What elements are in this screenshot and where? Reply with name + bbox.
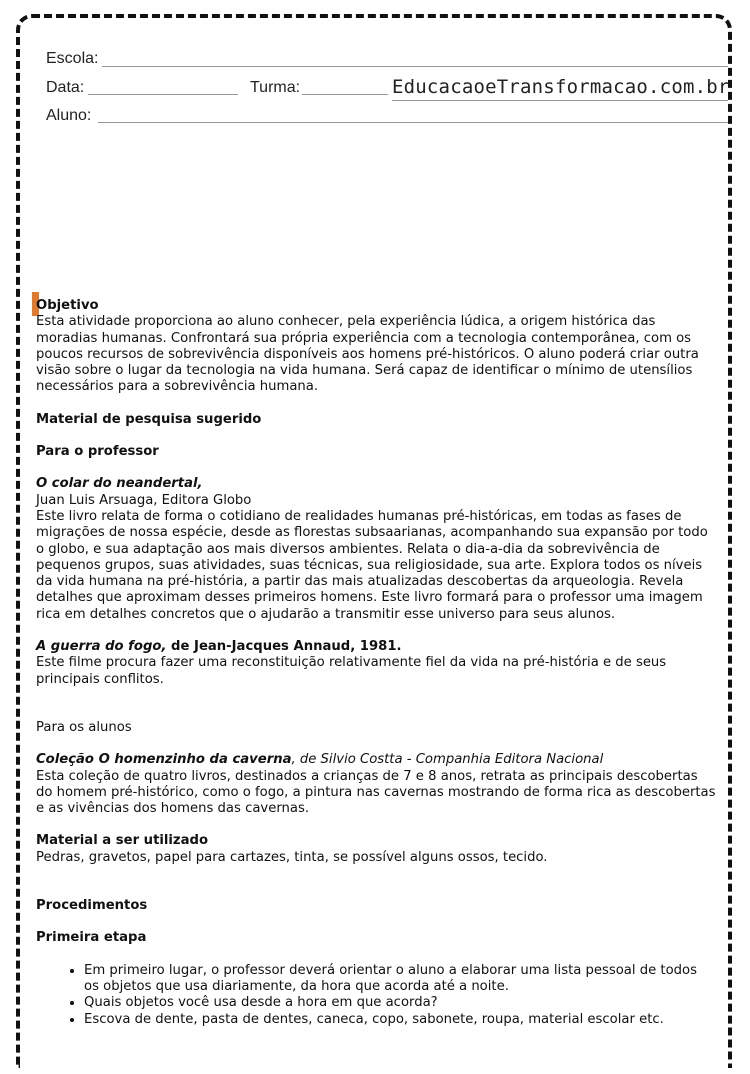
aluno-line (98, 122, 728, 123)
film-description: Este filme procura fazer uma reconstituição relativamente fiel da vida na pré-história e de seus principais conflitos. (36, 655, 667, 687)
material-utilizado-text: Pedras, gravetos, papel para cartazes, tinta, se possível alguns ossos, tecido. (36, 849, 548, 865)
aluno-label: Aluno: (46, 107, 92, 124)
objetivo-text: Esta atividade proporciona ao aluno conhecer, pela experiência lúdica, a origem histórica das moradias humanas. Confrontará sua própria experiência com a tecnologia contemporânea, com os poucos recursos de sobrevivência disponíveis aos homens pré-históricos. O aluno poderá criar outra visão sobre o lugar da tecnologia na vida humana. Será capaz de identificar o mínimo de utensílios necessários para a sobrevivência humana. (36, 314, 699, 395)
film-citation (36, 639, 716, 655)
objetivo-heading: Objetivo (36, 298, 99, 313)
book2-title: Coleção O homenzinho da caverna (36, 752, 292, 768)
book2-citation (36, 752, 716, 768)
book1-description: Este livro relata de forma o cotidiano de realidades humanas pré-históricas, em todas as fases de migrações de nossa espécie, desde as florestas subsaarianas, acompanhando sua expansão por todo o globo, e sua adaptação aos mais diversos ambientes. Relata o dia-a-dia da sobrevivência de pequenos grupos, suas atividades, suas técnicas, sua religiosidade, sua arte. Explora todos os níveis da vida humana na pré-história, a partir das mais atualizadas descobertas da arqueologia. Revela detalhes que aproximam desses primeiros homens. Este livro formará para o professor uma imagem rica em detalhes concretos que o ajudarão a transmitir esse universo para seus alunos. (36, 508, 708, 622)
book1-title: O colar do neandertal, (36, 476, 203, 492)
film-title: A guerra do fogo, (36, 639, 167, 655)
data-line (88, 94, 238, 95)
para-alunos-heading: Para os alunos (36, 719, 132, 735)
data-label: Data: (46, 79, 85, 96)
escola-line (102, 66, 728, 67)
book1-author: Juan Luis Arsuaga, Editora Globo (36, 492, 252, 508)
turma-label: Turma: (250, 79, 301, 96)
book2-description: Esta coleção de quatro livros, destinados a crianças de 7 e 8 anos, retrata as principais descobertas do homem pré-histórico, como o fogo, a pintura nas cavernas mostrando de forma rica as descobertas e as vivências dos homens das cavernas. (36, 768, 716, 817)
list-item: • Em primeiro lugar, o professor deverá orientar o aluno a elaborar uma lista pessoal de todos os objetos que usa diariamente, da hora que acorda até a noite. (84, 963, 716, 996)
list-item: • Quais objetos você usa desde a hora em que acorda? (84, 995, 716, 1011)
site-line (392, 100, 728, 101)
turma-line (302, 94, 388, 95)
material-utilizado-heading: Material a ser utilizado (36, 833, 209, 849)
book2-details: , de Silvio Costta - Companhia Editora Nacional (291, 752, 604, 768)
film-details: de Jean-Jacques Annaud, 1981. (166, 639, 402, 655)
escola-label: Escola: (46, 50, 99, 67)
procedimentos-list (36, 963, 716, 1028)
procedimentos-heading: Procedimentos (36, 898, 148, 914)
site-watermark: EducacaoeTransformacao.com.br (392, 76, 730, 98)
material-pesquisa-heading: Material de pesquisa sugerido (36, 411, 262, 427)
document-body (36, 298, 716, 1028)
list-item: • Escova de dente, pasta de dentes, caneca, copo, sabonete, roupa, material escolar etc. (84, 1012, 716, 1028)
para-professor-heading: Para o professor (36, 444, 159, 460)
primeira-etapa-heading: Primeira etapa (36, 930, 147, 946)
